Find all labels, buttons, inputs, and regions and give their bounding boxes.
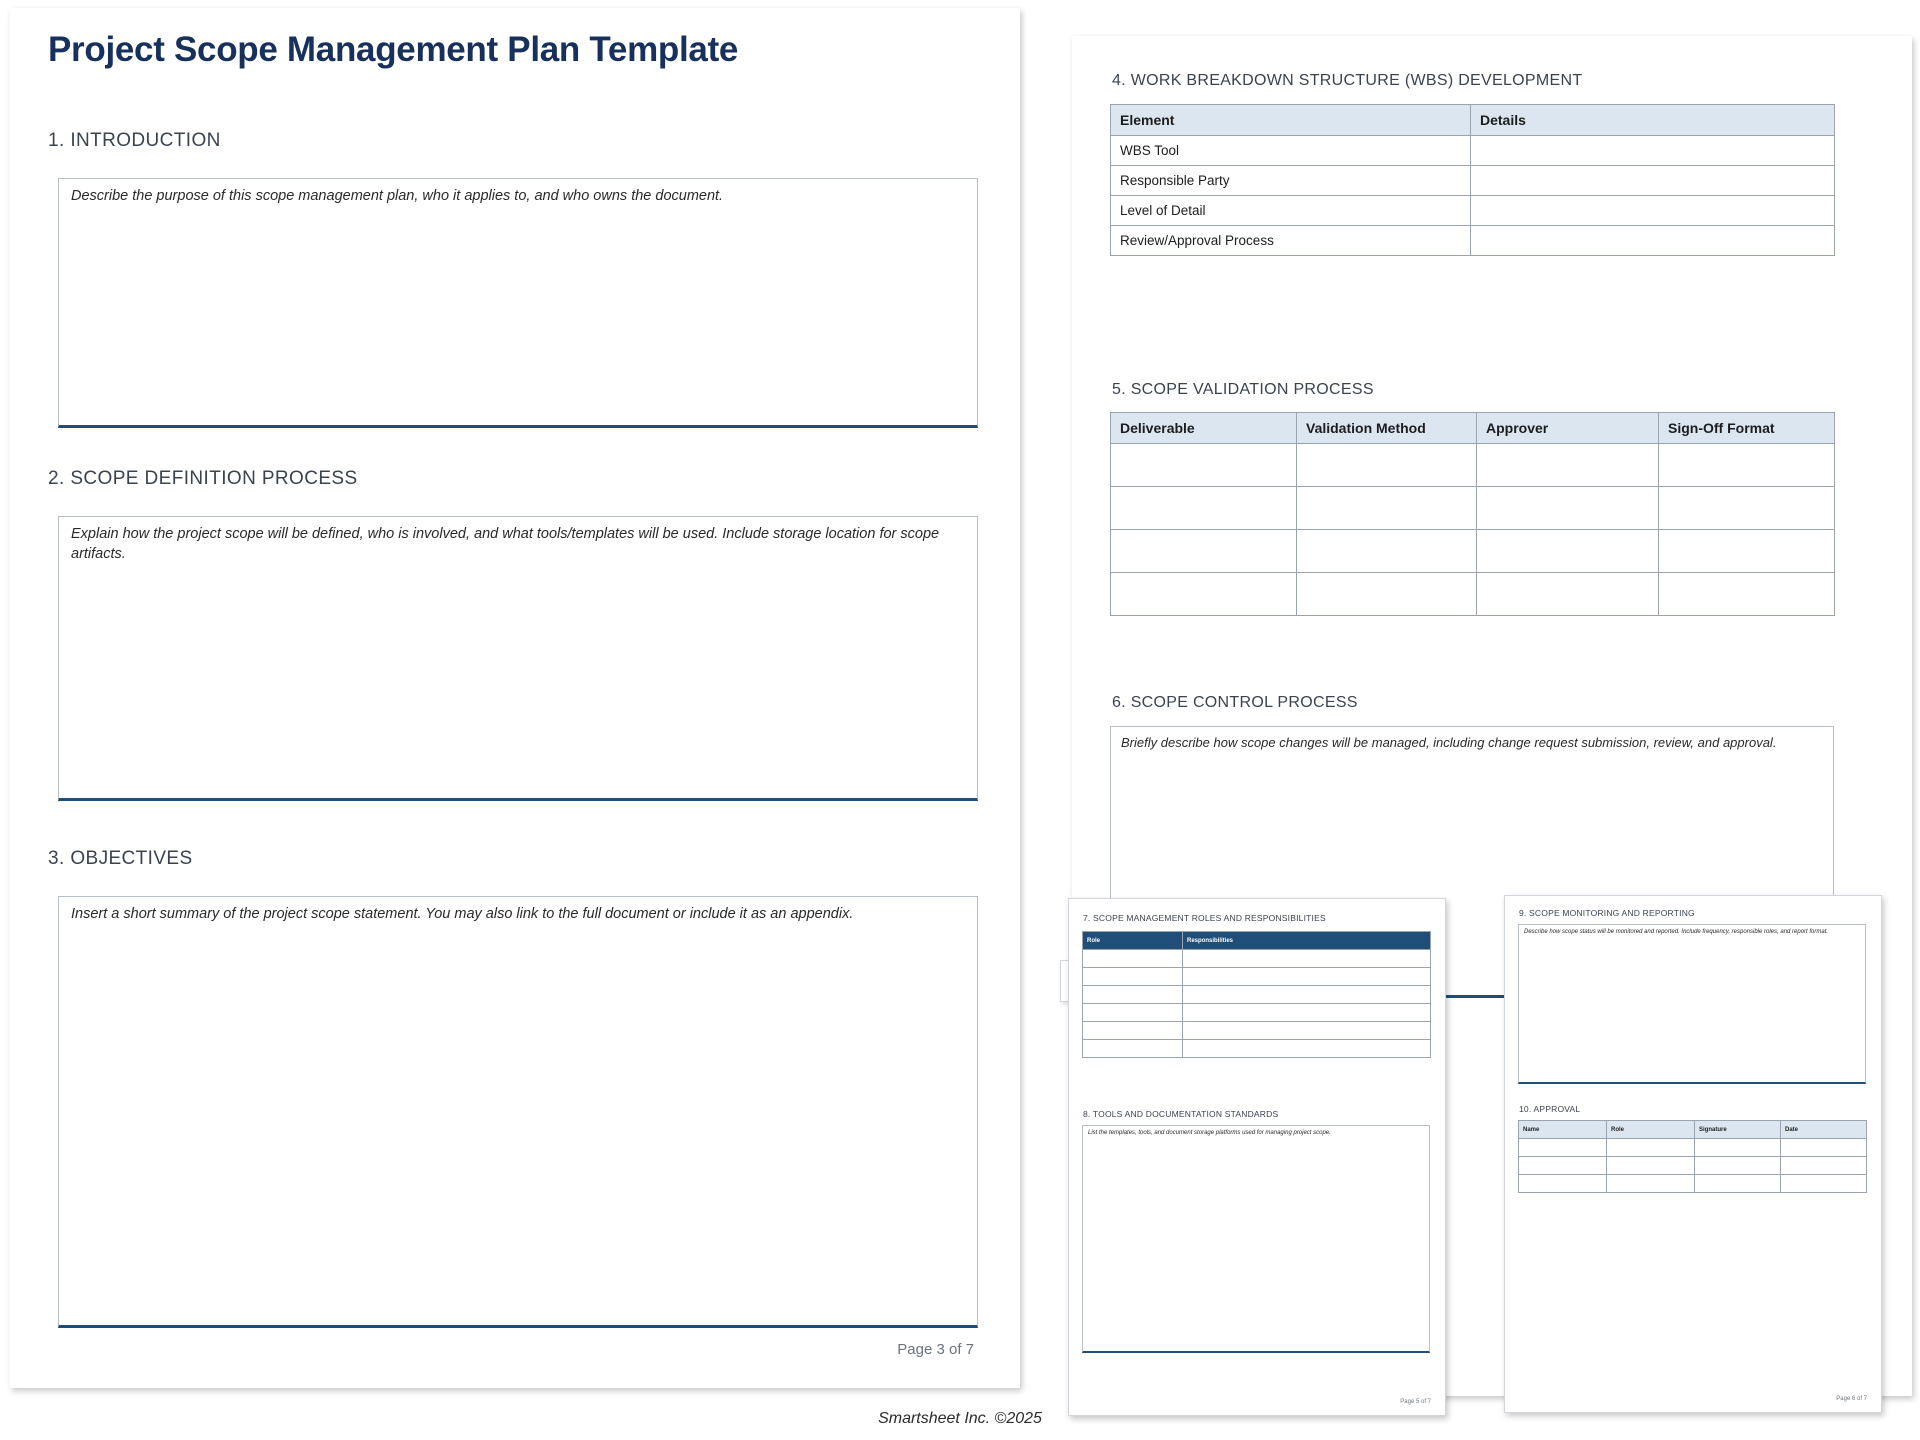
approval-cell[interactable] [1695, 1157, 1781, 1175]
roles-cell[interactable] [1183, 986, 1431, 1004]
document-page-5 [1068, 898, 1446, 1416]
tools-input[interactable] [1082, 1125, 1430, 1353]
section-heading-objectives: 3. OBJECTIVES [48, 848, 193, 869]
approval-cell[interactable] [1519, 1175, 1607, 1193]
validation-cell[interactable] [1659, 573, 1835, 616]
wbs-col-element: Element [1111, 105, 1471, 136]
roles-cell[interactable] [1083, 1004, 1183, 1022]
approval-col-signature: Signature [1695, 1121, 1781, 1139]
table-row [1083, 1022, 1431, 1040]
table-row [1083, 968, 1431, 986]
tools-hint: List the templates, tools, and document storage platforms used for managing project scope. [1088, 1130, 1331, 1136]
wbs-cell-label: WBS Tool [1111, 136, 1471, 166]
approval-cell[interactable] [1695, 1139, 1781, 1157]
validation-cell[interactable] [1477, 573, 1659, 616]
approval-cell[interactable] [1695, 1175, 1781, 1193]
roles-cell[interactable] [1183, 968, 1431, 986]
roles-col-responsibilities: Responsibilities [1183, 932, 1431, 950]
validation-cell[interactable] [1477, 487, 1659, 530]
approval-cell[interactable] [1781, 1175, 1867, 1193]
approval-cell[interactable] [1607, 1139, 1695, 1157]
roles-cell[interactable] [1183, 1004, 1431, 1022]
scope-definition-hint: Explain how the project scope will be defined, who is involved, and what tools/templates will be used. Include storage location for scope artifacts. [71, 526, 940, 562]
wbs-cell-value[interactable] [1471, 166, 1835, 196]
objectives-input[interactable] [58, 896, 978, 1328]
validation-cell[interactable] [1111, 530, 1297, 573]
table-row [1083, 1004, 1431, 1022]
roles-table [1082, 931, 1431, 1058]
page-number-page5: Page 5 of 7 [1400, 1399, 1431, 1405]
table-row [1111, 166, 1835, 196]
wbs-cell-label: Responsible Party [1111, 166, 1471, 196]
roles-cell[interactable] [1183, 1040, 1431, 1058]
approval-col-date: Date [1781, 1121, 1867, 1139]
validation-cell[interactable] [1297, 487, 1477, 530]
document-page-6 [1504, 895, 1882, 1413]
page-title: Project Scope Management Plan Template [48, 30, 739, 69]
table-row [1111, 444, 1835, 487]
validation-cell[interactable] [1297, 444, 1477, 487]
table-row [1111, 226, 1835, 256]
roles-cell[interactable] [1083, 950, 1183, 968]
scope-control-hint: Briefly describe how scope changes will be managed, including change request submission, review, and approval. [1121, 735, 1777, 750]
table-row [1083, 950, 1431, 968]
approval-cell[interactable] [1607, 1157, 1695, 1175]
table-row [1083, 1040, 1431, 1058]
table-header-row [1111, 413, 1835, 444]
section-heading-monitoring: 9. SCOPE MONITORING AND REPORTING [1519, 908, 1695, 918]
wbs-cell-label: Review/Approval Process [1111, 226, 1471, 256]
validation-col-method: Validation Method [1297, 413, 1477, 444]
roles-col-role: Role [1083, 932, 1183, 950]
validation-cell[interactable] [1477, 444, 1659, 487]
wbs-cell-label: Level of Detail [1111, 196, 1471, 226]
section-heading-approval: 10. APPROVAL [1519, 1104, 1581, 1114]
table-header-row [1519, 1121, 1867, 1139]
footer-copyright: Smartsheet Inc. ©2025 [878, 1410, 1042, 1427]
approval-col-name: Name [1519, 1121, 1607, 1139]
roles-cell[interactable] [1083, 986, 1183, 1004]
approval-cell[interactable] [1519, 1139, 1607, 1157]
wbs-cell-value[interactable] [1471, 136, 1835, 166]
table-row [1519, 1157, 1867, 1175]
table-row [1519, 1139, 1867, 1157]
table-row [1111, 487, 1835, 530]
table-header-row [1083, 932, 1431, 950]
document-page-3 [10, 8, 1020, 1388]
approval-table [1518, 1120, 1867, 1193]
validation-cell[interactable] [1659, 444, 1835, 487]
wbs-table [1110, 104, 1835, 256]
table-row [1083, 986, 1431, 1004]
validation-cell[interactable] [1297, 573, 1477, 616]
validation-col-approver: Approver [1477, 413, 1659, 444]
scope-definition-input[interactable] [58, 516, 978, 801]
page-number-page3: Page 3 of 7 [897, 1341, 974, 1358]
objectives-hint: Insert a short summary of the project scope statement. You may also link to the full document or include it as an appendix. [71, 906, 854, 922]
table-header-row [1111, 105, 1835, 136]
approval-cell[interactable] [1519, 1157, 1607, 1175]
section-heading-scope-control: 6. SCOPE CONTROL PROCESS [1112, 694, 1358, 711]
monitoring-input[interactable] [1518, 924, 1866, 1084]
introduction-hint: Describe the purpose of this scope management plan, who it applies to, and who owns the document. [71, 188, 724, 204]
validation-cell[interactable] [1297, 530, 1477, 573]
section-heading-scope-validation: 5. SCOPE VALIDATION PROCESS [1112, 381, 1374, 398]
table-row [1519, 1175, 1867, 1193]
table-row [1111, 196, 1835, 226]
roles-cell[interactable] [1083, 1022, 1183, 1040]
section-heading-scope-definition: 2. SCOPE DEFINITION PROCESS [48, 468, 358, 489]
table-row [1111, 530, 1835, 573]
scope-validation-table [1110, 412, 1835, 616]
table-row [1111, 573, 1835, 616]
validation-cell[interactable] [1477, 530, 1659, 573]
validation-cell[interactable] [1659, 487, 1835, 530]
approval-cell[interactable] [1781, 1139, 1867, 1157]
wbs-col-details: Details [1471, 105, 1835, 136]
validation-cell[interactable] [1111, 573, 1297, 616]
section-heading-wbs: 4. WORK BREAKDOWN STRUCTURE (WBS) DEVELOPMENT [1112, 72, 1583, 89]
table-row [1111, 136, 1835, 166]
section-heading-introduction: 1. INTRODUCTION [48, 130, 221, 151]
validation-col-deliverable: Deliverable [1111, 413, 1297, 444]
wbs-cell-value[interactable] [1471, 226, 1835, 256]
page-number-page6: Page 6 of 7 [1836, 1396, 1867, 1402]
validation-cell[interactable] [1111, 487, 1297, 530]
section-heading-tools: 8. TOOLS AND DOCUMENTATION STANDARDS [1083, 1109, 1279, 1119]
roles-cell[interactable] [1183, 950, 1431, 968]
wbs-cell-value[interactable] [1471, 196, 1835, 226]
roles-cell[interactable] [1183, 1022, 1431, 1040]
validation-col-signoff: Sign-Off Format [1659, 413, 1835, 444]
section-heading-roles: 7. SCOPE MANAGEMENT ROLES AND RESPONSIBILITIES [1083, 913, 1326, 923]
approval-cell[interactable] [1781, 1157, 1867, 1175]
roles-cell[interactable] [1083, 1040, 1183, 1058]
validation-cell[interactable] [1111, 444, 1297, 487]
roles-cell[interactable] [1083, 968, 1183, 986]
validation-cell[interactable] [1659, 530, 1835, 573]
monitoring-hint: Describe how scope status will be monitored and reported. Include frequency, responsible roles, and report format. [1524, 929, 1829, 935]
introduction-input[interactable] [58, 178, 978, 428]
approval-col-role: Role [1607, 1121, 1695, 1139]
approval-cell[interactable] [1607, 1175, 1695, 1193]
